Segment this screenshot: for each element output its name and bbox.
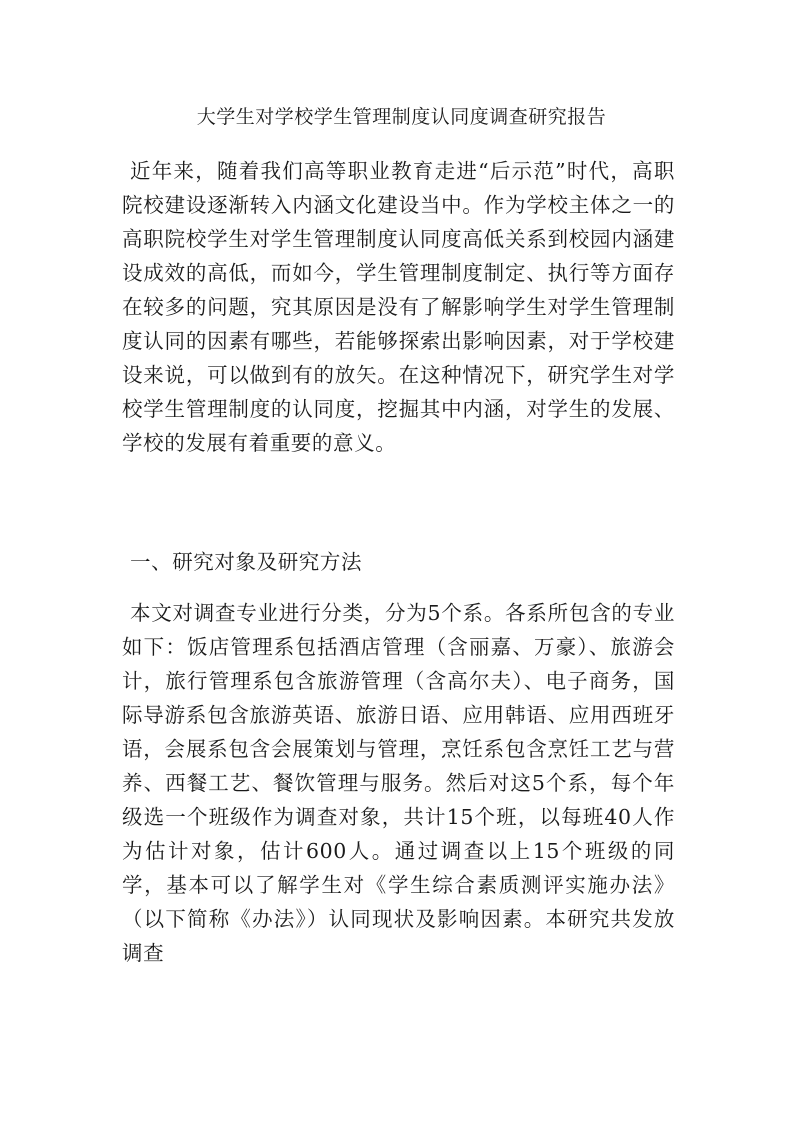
section-heading: 一、研究对象及研究方法	[130, 550, 363, 574]
method-paragraph: 本文对调查专业进行分类，分为5个系。各系所包含的专业如下：饭店管理系包括酒店管理（含丽嘉、万豪）、旅游会计，旅行管理系包含旅游管理（含高尔夫）、电子商务，国际导游系包含旅游英语、旅游日语、应用韩语、应用西班牙语，会展系包含会展策划与管理，烹饪系包含烹饪工艺与营养、西餐工艺、餐饮管理与服务。然后对这5个系，每个年级选一个班级作为调查对象，共计15个班，以每班40人作为估计对象，估计600人。通过调查以上15个班级的同学，基本可以了解学生对《学生综合素质测评实施办法》（以下简称《办法》）认同现状及影响因素。本研究共发放调查	[122, 601, 675, 965]
intro-paragraph: 近年来，随着我们高等职业教育走进“后示范”时代，高职院校建设逐渐转入内涵文化建设当中。作为学校主体之一的高职院校学生对学生管理制度认同度高低关系到校园内涵建设成效的高低，而如今，学生管理制度制定、执行等方面存在较多的问题，究其原因是没有了解影响学生对学生管理制度认同的因素有哪些，若能够探索出影响因素，对于学校建设来说，可以做到有的放矢。在这种情况下，研究学生对学校学生管理制度的认同度，挖掘其中内涵，对学生的发展、学校的发展有着重要的意义。	[122, 159, 675, 455]
document-title: 大学生对学校学生管理制度认同度调查研究报告	[196, 106, 607, 128]
